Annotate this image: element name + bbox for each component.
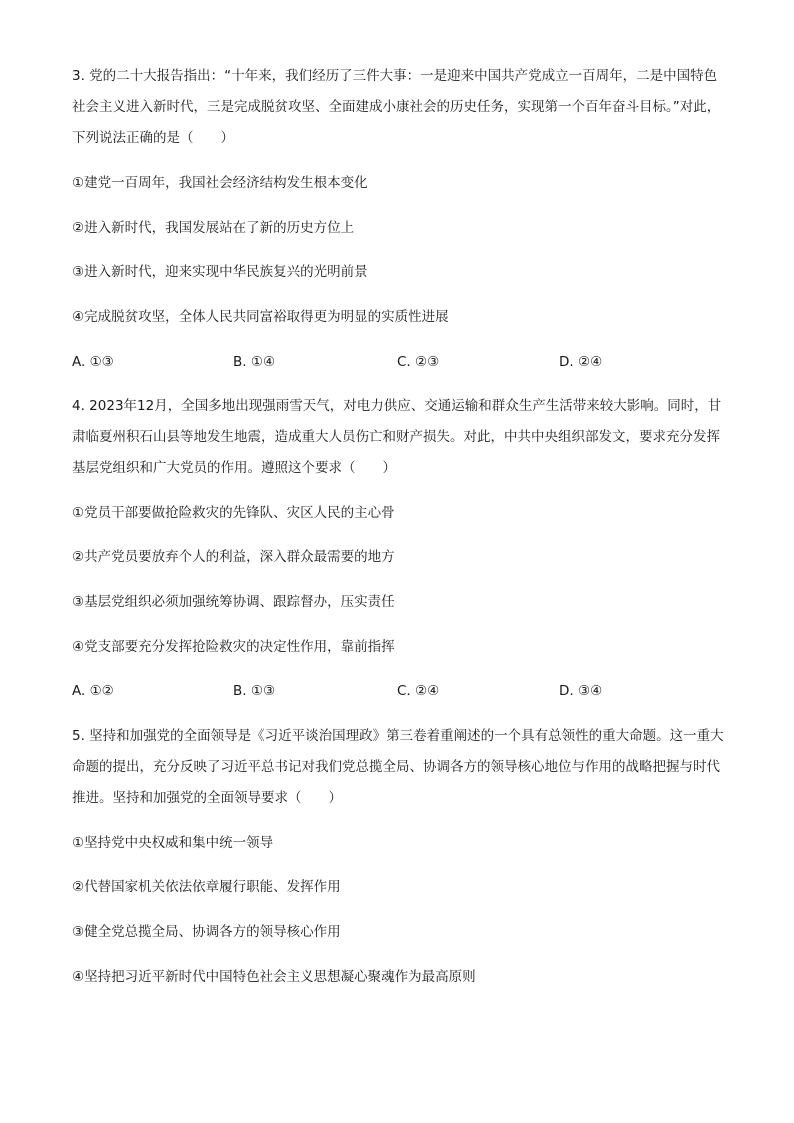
question-5-stem: 5. 坚持和加强党的全面领导是《习近平谈治国理政》第三卷着重阐述的一个具有总领性的重大命题。这一重大命题的提出，充分反映了习近平总书记对我们党总揽全局、协调各方的领导核心地位与作用的战略把握与时代推进。坚持和加强党的全面领导要求（ ） bbox=[72, 728, 724, 806]
question-3-choices bbox=[72, 352, 724, 372]
question-5-option-3: ③健全党总揽全局、协调各方的领导核心作用 bbox=[72, 924, 341, 940]
question-4-choices bbox=[72, 681, 724, 701]
question-4-choice-d: D. ③④ bbox=[559, 683, 603, 699]
question-4-choice-c: C. ②④ bbox=[397, 683, 440, 699]
question-5-option-1: ①坚持党中央权威和集中统一领导 bbox=[72, 835, 274, 851]
question-5-option-4: ④坚持把习近平新时代中国特色社会主义思想凝心聚魂作为最高原则 bbox=[72, 969, 476, 985]
question-3-option-4: ④完成脱贫攻坚，全体人民共同富裕取得更为明显的实质性进展 bbox=[72, 309, 449, 325]
question-5-option-2: ②代替国家机关依法依章履行职能、发挥作用 bbox=[72, 879, 341, 895]
question-3-choice-c: C. ②③ bbox=[397, 354, 440, 370]
question-4-choice-b: B. ①③ bbox=[233, 683, 276, 699]
question-3-choice-b: B. ①④ bbox=[233, 354, 276, 370]
question-4-option-3: ③基层党组织必须加强统筹协调、跟踪督办，压实责任 bbox=[72, 594, 395, 610]
question-3-option-3: ③进入新时代，迎来实现中华民族复兴的光明前景 bbox=[72, 264, 368, 280]
question-4-choice-a: A. ①② bbox=[72, 683, 114, 699]
question-3-option-2: ②进入新时代，我国发展站在了新的历史方位上 bbox=[72, 220, 355, 236]
question-3-option-1: ①建党一百周年，我国社会经济结构发生根本变化 bbox=[72, 175, 368, 191]
question-4-option-1: ①党员干部要做抢险救灾的先锋队、灾区人民的主心骨 bbox=[72, 505, 395, 521]
question-3-choice-d: D. ②④ bbox=[559, 354, 603, 370]
question-3-stem: 3. 党的二十大报告指出：“十年来，我们经历了三件大事：一是迎来中国共产党成立一百周年，二是中国特色社会主义进入新时代，三是完成脱贫攻坚、全面建成小康社会的历史任务，实现第一个百年奋斗目标。”对此，下列说法正确的是（ ） bbox=[72, 68, 721, 146]
question-4-stem: 4. 2023年12月，全国多地出现强雨雪天气，对电力供应、交通运输和群众生产生活带来较大影响。同时，甘肃临夏州积石山县等地发生地震，造成重大人员伤亡和财产损失。对此，中共中央组织部发文，要求充分发挥基层党组织和广大党员的作用。遵照这个要求（ ） bbox=[72, 398, 722, 476]
question-4-option-2: ②共产党员要放弃个人的利益，深入群众最需要的地方 bbox=[72, 549, 395, 565]
question-4-option-4: ④党支部要充分发挥抢险救灾的决定性作用，靠前指挥 bbox=[72, 639, 395, 655]
question-3-choice-a: A. ①③ bbox=[72, 354, 114, 370]
